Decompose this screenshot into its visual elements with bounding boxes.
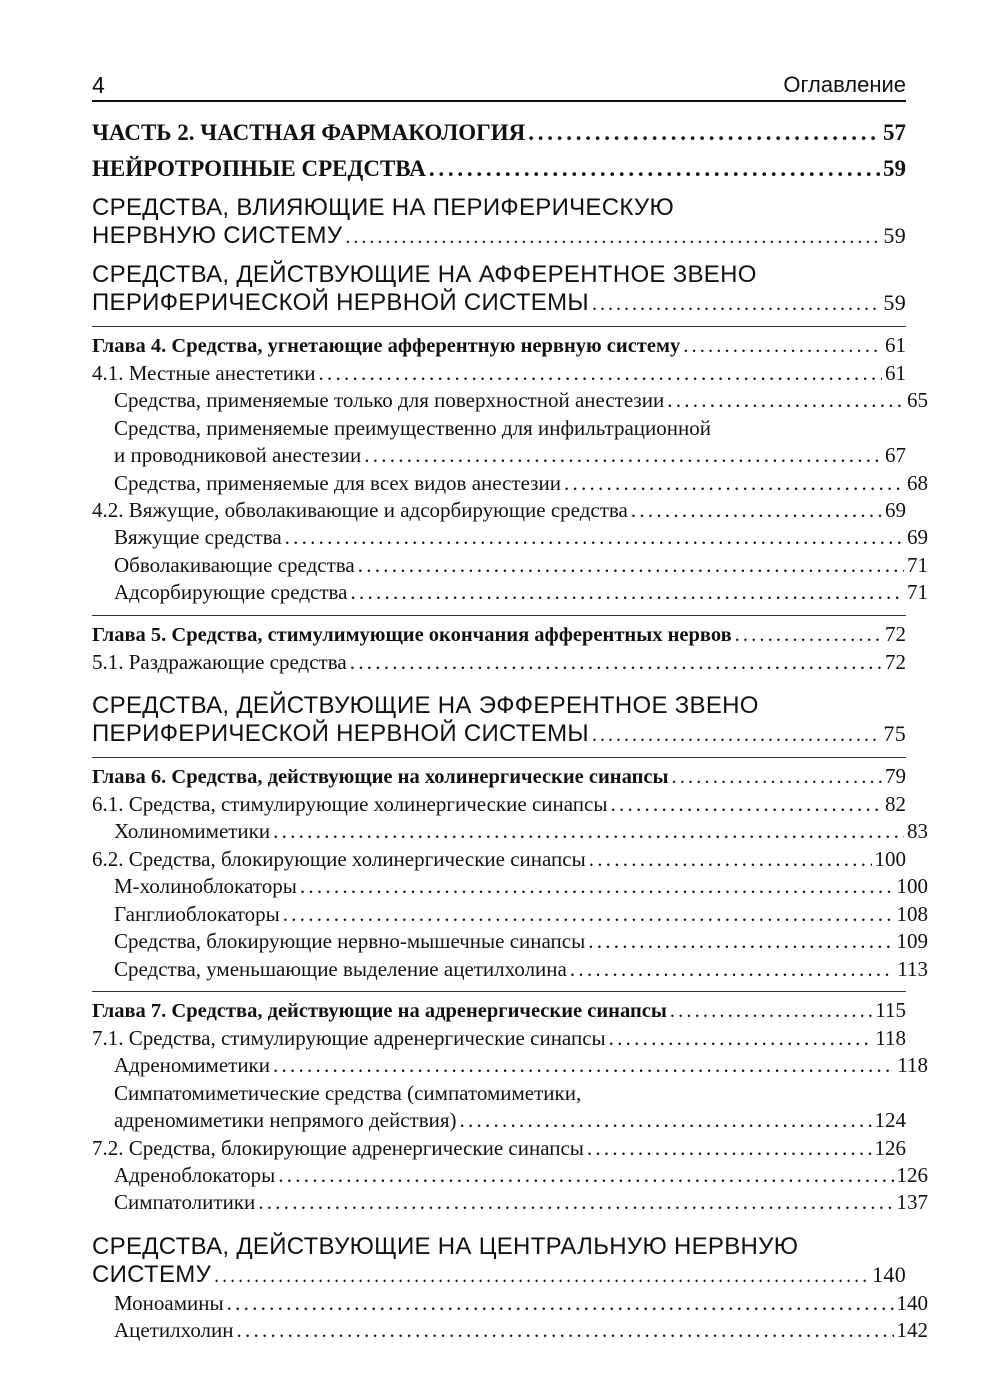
toc-entry-subsection — [92, 1025, 906, 1052]
toc-entry-page: 108 — [896, 901, 928, 926]
toc-entry-page: 72 — [885, 621, 906, 646]
table-of-contents — [92, 112, 928, 1345]
toc-entry-title-line: адреномиметики непрямого действия) — [114, 1108, 457, 1133]
toc-entry-page: 109 — [896, 929, 928, 954]
toc-entry-page: 72 — [885, 649, 906, 674]
dot-leader — [273, 1052, 894, 1079]
toc-entry-page: 61 — [885, 361, 906, 385]
toc-entry-page: 113 — [897, 956, 928, 981]
toc-entry-item — [92, 470, 928, 497]
toc-entry-page: 142 — [896, 1318, 928, 1343]
toc-entry-title: 6.1. Средства, стимулирующие холинергические синапсы — [92, 792, 608, 817]
toc-entry-item — [92, 1162, 928, 1189]
toc-entry-section — [92, 261, 906, 318]
toc-entry-title-line: и проводниковой анестезии — [114, 443, 362, 468]
dot-leader — [258, 1189, 893, 1216]
toc-entry-part — [92, 154, 906, 184]
dot-leader — [592, 721, 880, 749]
dot-leader — [318, 360, 882, 387]
toc-entry-item — [92, 873, 928, 900]
toc-entry-title-line: СРЕДСТВА, ДЕЙСТВУЮЩИЕ НА АФФЕРЕНТНОЕ ЗВЕНО — [92, 261, 757, 288]
toc-entry-title-line: СИСТЕМУ — [92, 1260, 212, 1288]
dot-leader — [237, 1317, 894, 1344]
toc-entry-title-line: СРЕДСТВА, ДЕЙСТВУЮЩИЕ НА ЦЕНТРАЛЬНУЮ НЕРВНУЮ — [92, 1232, 799, 1260]
toc-entry-page: 61 — [885, 333, 906, 357]
toc-entry-item — [92, 415, 906, 470]
toc-entry-title: Симпатолитики — [114, 1190, 256, 1215]
toc-entry-page: 71 — [907, 580, 928, 605]
toc-entry-page: 100 — [896, 874, 928, 899]
dot-leader — [610, 791, 882, 818]
toc-entry-title: НЕЙРОТРОПНЫЕ СРЕДСТВА — [92, 156, 426, 181]
dot-leader — [285, 524, 904, 551]
toc-entry-item — [92, 956, 928, 983]
toc-entry-subsection — [92, 360, 906, 387]
toc-entry-title: 4.1. Местные анестетики — [92, 361, 316, 385]
toc-entry-page: 83 — [907, 819, 928, 844]
toc-entry-item — [92, 524, 928, 551]
dot-leader — [609, 1025, 873, 1052]
toc-entry-title-line: ПЕРИФЕРИЧЕСКОЙ НЕРВНОЙ СИСТЕМЫ — [92, 720, 589, 748]
running-title: Оглавление — [783, 72, 906, 97]
toc-entry-title: 6.2. Средства, блокирующие холинергические синапсы — [92, 846, 586, 871]
dot-leader — [300, 873, 894, 900]
dot-leader — [214, 1262, 869, 1290]
toc-entry-item — [92, 928, 928, 955]
toc-entry-page: 124 — [874, 1108, 906, 1133]
toc-entry-section — [92, 194, 906, 251]
toc-entry-title: Холиномиметики — [114, 819, 271, 844]
toc-entry-page: 69 — [907, 525, 928, 550]
toc-entry-title: 7.1. Средства, стимулирующие адренергические синапсы — [92, 1025, 606, 1050]
dot-leader — [460, 1107, 872, 1134]
toc-entry-chapter — [92, 326, 906, 360]
toc-entry-subsection — [92, 497, 906, 524]
toc-entry-page: 79 — [885, 764, 906, 789]
dot-leader — [587, 1135, 872, 1162]
toc-entry-title-line: Симпатомиметические средства (симпатомиметики, — [114, 1080, 582, 1105]
toc-entry-title: 7.2. Средства, блокирующие адренергические синапсы — [92, 1135, 584, 1160]
toc-entry-page: 59 — [883, 290, 906, 315]
dot-leader — [672, 763, 882, 791]
toc-entry-page: 126 — [874, 1135, 906, 1160]
toc-entry-chapter — [92, 991, 906, 1025]
toc-entry-page: 68 — [907, 470, 928, 495]
toc-entry-page: 115 — [875, 997, 906, 1022]
toc-entry-subsection — [92, 1135, 906, 1162]
toc-entry-page: 65 — [907, 388, 928, 413]
toc-entry-title: Средства, уменьшающие выделение ацетилхолина — [114, 956, 567, 981]
toc-entry-page: 100 — [874, 846, 906, 871]
toc-entry-title: Глава 4. Средства, угнетающие афферентную нервную систему — [92, 335, 681, 357]
toc-entry-title: Средства, применяемые только для поверхностной анестезии — [114, 388, 665, 413]
toc-entry-title-line: СРЕДСТВА, ВЛИЯЮЩИЕ НА ПЕРИФЕРИЧЕСКУЮ — [92, 194, 675, 221]
dot-leader — [631, 497, 882, 524]
dot-leader — [670, 997, 872, 1025]
toc-entry-title: Обволакивающие средства — [114, 552, 355, 577]
page-number: 4 — [92, 72, 105, 98]
dot-leader — [589, 846, 872, 873]
toc-entry-page: 140 — [872, 1261, 906, 1287]
toc-entry-page: 59 — [883, 223, 906, 248]
toc-entry-chapter — [92, 757, 906, 791]
dot-leader — [570, 956, 894, 983]
toc-entry-title: 5.1. Раздражающие средства — [92, 649, 347, 674]
toc-entry-title: Адреноблокаторы — [114, 1162, 276, 1187]
dot-leader — [683, 332, 882, 360]
toc-entry-page: 140 — [896, 1290, 928, 1315]
toc-entry-title: Ганглиоблокаторы — [114, 901, 280, 926]
toc-entry-page: 75 — [883, 721, 906, 747]
toc-entry-page: 126 — [896, 1162, 928, 1187]
toc-entry-title: 4.2. Вяжущие, обволакивающие и адсорбирующие средства — [92, 498, 628, 523]
toc-entry-item — [92, 1080, 906, 1135]
dot-leader — [667, 387, 904, 414]
dot-leader — [588, 928, 893, 955]
toc-entry-title: Адреномиметики — [114, 1053, 271, 1078]
dot-leader — [564, 470, 904, 497]
toc-entry-subsection — [92, 846, 906, 873]
toc-entry-title-line: СРЕДСТВА, ДЕЙСТВУЮЩИЕ НА ЭФФЕРЕНТНОЕ ЗВЕНО — [92, 692, 759, 720]
toc-entry-item — [92, 1189, 928, 1216]
dot-leader — [350, 649, 882, 676]
toc-entry-page: 67 — [885, 443, 906, 468]
dot-leader — [429, 154, 880, 184]
dot-leader — [592, 290, 880, 318]
toc-entry-page: 59 — [883, 156, 906, 181]
toc-entry-subsection — [92, 791, 906, 818]
toc-entry-title: Адсорбирующие средства — [114, 580, 348, 605]
dot-leader — [273, 818, 904, 845]
toc-entry-title: Ацетилхолин — [114, 1318, 234, 1343]
toc-entry-page: 69 — [885, 498, 906, 523]
toc-entry-part — [92, 118, 906, 148]
toc-entry-page: 57 — [883, 120, 906, 145]
dot-leader — [351, 579, 905, 606]
toc-entry-title: Моноамины — [114, 1290, 224, 1315]
toc-entry-page: 118 — [875, 1025, 906, 1050]
toc-entry-item — [92, 387, 928, 414]
toc-entry-title-line: ПЕРИФЕРИЧЕСКОЙ НЕРВНОЙ СИСТЕМЫ — [92, 289, 589, 316]
toc-entry-section — [92, 1233, 906, 1290]
dot-leader — [283, 901, 894, 928]
dot-leader — [528, 118, 880, 148]
toc-entry-item — [92, 901, 928, 928]
dot-leader — [364, 442, 882, 469]
toc-entry-item — [92, 1317, 928, 1344]
toc-entry-title: Вяжущие средства — [114, 525, 282, 550]
toc-entry-item — [92, 1052, 928, 1079]
toc-entry-chapter — [92, 615, 906, 649]
dot-leader — [345, 223, 880, 251]
toc-entry-title: ЧАСТЬ 2. ЧАСТНАЯ ФАРМАКОЛОГИЯ — [92, 120, 526, 145]
toc-entry-item — [92, 552, 928, 579]
dot-leader — [358, 552, 904, 579]
dot-leader — [227, 1290, 894, 1317]
toc-entry-title: Глава 5. Средства, стимулимующие окончания афферентных нервов — [92, 623, 732, 646]
toc-entry-title: Средства, блокирующие нервно-мышечные синапсы — [114, 929, 586, 954]
toc-entry-subsection — [92, 649, 906, 676]
toc-entry-title-line: НЕРВНУЮ СИСТЕМУ — [92, 222, 343, 249]
toc-entry-title: М-холиноблокаторы — [114, 874, 297, 899]
toc-entry-item — [92, 818, 928, 845]
dot-leader — [735, 621, 882, 649]
toc-entry-page: 71 — [907, 552, 928, 577]
page-header — [92, 66, 906, 102]
toc-entry-item — [92, 1290, 928, 1317]
toc-entry-page: 118 — [897, 1053, 928, 1078]
toc-entry-title: Средства, применяемые для всех видов анестезии — [114, 470, 561, 495]
toc-entry-title: Глава 6. Средства, действующие на холинергические синапсы — [92, 766, 669, 789]
toc-entry-page: 137 — [896, 1190, 928, 1215]
toc-entry-section — [92, 692, 906, 749]
toc-entry-title-line: Средства, применяемые преимущественно для инфильтрационной — [114, 415, 712, 440]
dot-leader — [278, 1162, 893, 1189]
toc-entry-item — [92, 579, 928, 606]
toc-entry-page: 82 — [885, 792, 906, 817]
toc-entry-title: Глава 7. Средства, действующие на адренергические синапсы — [92, 999, 667, 1022]
